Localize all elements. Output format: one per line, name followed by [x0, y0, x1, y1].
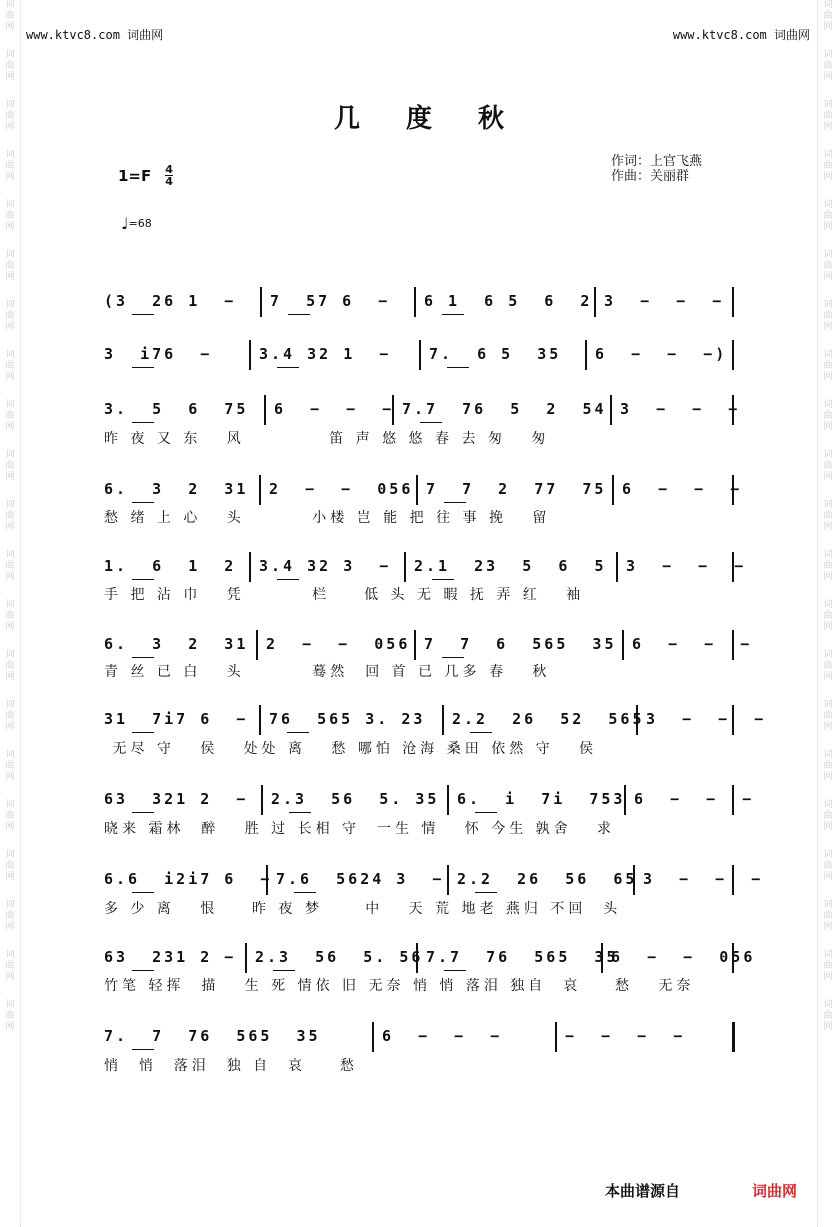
- beam-line: [288, 314, 310, 315]
- watermark-text: 词 曲 网: [823, 50, 833, 82]
- footer-source-label: 本曲谱源自: [605, 1182, 681, 1200]
- watermark-text: 词 曲 网: [5, 600, 15, 632]
- bar-line: [616, 552, 618, 582]
- quarter-note-icon: ♩: [121, 214, 129, 233]
- bar-line: [414, 287, 416, 317]
- right-watermark-strip: [817, 0, 838, 1227]
- watermark-text: 词 曲 网: [5, 50, 15, 82]
- bar-line: [610, 395, 612, 425]
- bar-line: [372, 1022, 374, 1052]
- tempo-mark: [121, 214, 152, 233]
- measure: 7. 7 76 565 35: [104, 1027, 321, 1045]
- lyric-line: 无尽 守 侯 处处 离 愁 哪怕 沧海 桑田 依然 守 侯: [104, 741, 598, 757]
- watermark-text: 词 曲 网: [5, 200, 15, 232]
- measure: 6. i 7i 753: [457, 790, 626, 808]
- measure: 6 − − −): [595, 345, 728, 363]
- measure: 6 − − −: [274, 400, 395, 418]
- measure: 2.3 56 5. 56: [255, 948, 424, 966]
- score-line: [104, 552, 747, 582]
- lyric-line: 悄 悄 落泪 独 自 哀 愁: [104, 1058, 358, 1074]
- score-line: [104, 865, 764, 895]
- measure: 63 231 2 −: [104, 948, 237, 966]
- beam-line: [132, 367, 154, 368]
- score-line: [104, 1022, 744, 1052]
- measure: 2.2 26 52 565: [452, 710, 645, 728]
- bar-line: [442, 705, 444, 735]
- measure: 6. 3 2 31: [104, 635, 249, 653]
- watermark-text: 词 曲 网: [823, 950, 833, 982]
- watermark-text: 词 曲 网: [823, 0, 833, 32]
- left-watermark-strip: [0, 0, 21, 1227]
- measure: 63 321 2 −: [104, 790, 249, 808]
- beam-line: [444, 502, 466, 503]
- tempo-value: =68: [128, 217, 152, 230]
- beam-line: [132, 892, 154, 893]
- watermark-text: 词 曲 网: [823, 250, 833, 282]
- bar-line: [447, 785, 449, 815]
- lyricist: 作词：上官飞燕: [611, 154, 703, 169]
- footer-logo[interactable]: 词曲网: [752, 1182, 798, 1200]
- measure: 31 7i7 6 −: [104, 710, 249, 728]
- measure: 7 7 6 565 35: [424, 635, 617, 653]
- time-numerator: 4: [165, 163, 173, 176]
- watermark-text: 词 曲 网: [823, 650, 833, 682]
- lyric-line: 竹笔 轻挥 描 生 死 情依 旧 无奈 悄 悄 落泪 独自 哀 愁 无奈: [104, 978, 695, 994]
- watermark-text: 词 曲 网: [5, 900, 15, 932]
- beam-line: [289, 812, 311, 813]
- bar-line: [259, 705, 261, 735]
- watermark-text: 词 曲 网: [823, 800, 833, 832]
- beam-line: [294, 892, 316, 893]
- measure: 2 − − 056: [269, 480, 414, 498]
- watermark-text: 词 曲 网: [5, 150, 15, 182]
- bar-line: [259, 475, 261, 505]
- watermark-text: 词 曲 网: [823, 850, 833, 882]
- watermark-text: 词 曲 网: [5, 750, 15, 782]
- measure: 7.6 5624 3 −: [276, 870, 445, 888]
- watermark-text: 词 曲 网: [5, 100, 15, 132]
- watermark-text: 词 曲 网: [5, 700, 15, 732]
- lyric-line: 晓来 霜林 醉 胜 过 长相 守 一生 情 怀 今生 孰舍 求: [104, 821, 616, 837]
- beam-line: [132, 422, 154, 423]
- beam-line: [442, 314, 464, 315]
- bar-line: [594, 287, 596, 317]
- watermark-text: 词 曲 网: [5, 0, 15, 32]
- watermark-text: 词 曲 网: [5, 350, 15, 382]
- measure: (3 26 1 −: [104, 292, 237, 310]
- score-line: [104, 705, 767, 735]
- beam-line: [442, 657, 464, 658]
- measure: 7 7 2 77 75: [426, 480, 607, 498]
- beam-line: [132, 579, 154, 580]
- measure: 2.3 56 5. 35: [271, 790, 440, 808]
- measure: 6.6 i2i7 6 −: [104, 870, 273, 888]
- watermark-text: 词 曲 网: [823, 1000, 833, 1032]
- score-line: [104, 475, 744, 505]
- beam-line: [132, 1049, 154, 1050]
- measure: 6 − − −: [382, 1027, 503, 1045]
- beam-line: [132, 314, 154, 315]
- song-title: 几度秋: [333, 104, 550, 134]
- measure: − − − −: [565, 1027, 686, 1045]
- watermark-text: 词 曲 网: [5, 800, 15, 832]
- bar-line: [261, 785, 263, 815]
- watermark-text: 词 曲 网: [823, 450, 833, 482]
- key-signature: [118, 164, 173, 187]
- bar-line: [264, 395, 266, 425]
- bar-line: [414, 630, 416, 660]
- beam-line: [132, 502, 154, 503]
- lyric-line: 昨 夜 又 东 风 笛 声 悠 悠 春 去 匆 匆: [104, 431, 550, 447]
- watermark-text: 词 曲 网: [5, 1000, 15, 1032]
- score-line: [104, 287, 744, 317]
- measure: 2 − − 056: [266, 635, 411, 653]
- measure: 6 − − −: [632, 635, 753, 653]
- measure: 2.2 26 56 65: [457, 870, 638, 888]
- score-line: [104, 785, 755, 815]
- bar-line: [416, 475, 418, 505]
- watermark-text: 词 曲 网: [823, 600, 833, 632]
- measure: 6 − − −: [634, 790, 755, 808]
- bar-line: [555, 1022, 557, 1052]
- beam-line: [470, 732, 492, 733]
- watermark-text: 词 曲 网: [5, 450, 15, 482]
- watermark-text: 词 曲 网: [823, 100, 833, 132]
- watermark-text: 词 曲 网: [5, 250, 15, 282]
- composer: 作曲：关丽群: [611, 169, 690, 184]
- time-signature: [165, 164, 173, 187]
- watermark-text: 词 曲 网: [5, 500, 15, 532]
- watermark-text: 词 曲 网: [823, 150, 833, 182]
- beam-line: [132, 657, 154, 658]
- watermark-text: 词 曲 网: [823, 900, 833, 932]
- measure: 3 − − −: [626, 557, 747, 575]
- measure: 3 − − −: [604, 292, 725, 310]
- beam-line: [420, 422, 442, 423]
- lyric-line: 手 把 沾 巾 凭 栏 低 头 无 暇 抚 弄 红 袖: [104, 587, 585, 603]
- measure: 7. 6 5 35: [429, 345, 562, 363]
- measure: 3.4 32 1 −: [259, 345, 392, 363]
- watermark-text: 词 曲 网: [823, 550, 833, 582]
- measure: 7.7 76 5 2 54: [402, 400, 607, 418]
- beam-line: [132, 970, 154, 971]
- bar-line: [585, 340, 587, 370]
- measure: 7 57 6 −: [270, 292, 391, 310]
- measure: 6 − − −: [622, 480, 743, 498]
- bar-line: [612, 475, 614, 505]
- measure: 3 − − −: [646, 710, 767, 728]
- watermark-text: 词 曲 网: [5, 850, 15, 882]
- watermark-text: 词 曲 网: [823, 400, 833, 432]
- beam-line: [277, 579, 299, 580]
- lyric-line: 多 少 离 恨 昨 夜 梦 中 天 荒 地老 燕归 不回 头: [104, 901, 622, 917]
- beam-line: [132, 812, 154, 813]
- measure: 6 − − 056: [611, 948, 756, 966]
- credits: [611, 154, 702, 184]
- bar-line: [245, 943, 247, 973]
- measure: 3 − − −: [620, 400, 741, 418]
- beam-line: [132, 732, 154, 733]
- bar-line: [622, 630, 624, 660]
- beam-line: [444, 970, 466, 971]
- bar-line: [404, 552, 406, 582]
- watermark-text: 词 曲 网: [5, 650, 15, 682]
- measure: 7.7 76 565 35: [426, 948, 619, 966]
- watermark-text: 词 曲 网: [823, 750, 833, 782]
- measure: 76 565 3. 23: [269, 710, 426, 728]
- beam-line: [287, 732, 309, 733]
- bar-line: [256, 630, 258, 660]
- measure: 1. 6 1 2: [104, 557, 237, 575]
- measure: 3.4 32 3 −: [259, 557, 392, 575]
- watermark-text: 词 曲 网: [823, 200, 833, 232]
- beam-line: [475, 812, 497, 813]
- watermark-text: 词 曲 网: [823, 500, 833, 532]
- score-line: [104, 340, 744, 370]
- measure: 3. 5 6 75: [104, 400, 249, 418]
- bar-line: [447, 865, 449, 895]
- watermark-text: 词 曲 网: [823, 350, 833, 382]
- bar-line: [732, 340, 734, 370]
- lyric-line: 青 丝 已 白 头 蓦然 回 首 已 几多 春 秋: [104, 664, 551, 680]
- bar-line: [249, 340, 251, 370]
- measure: 3 i76 −: [104, 345, 213, 363]
- beam-line: [277, 367, 299, 368]
- watermark-text: 词 曲 网: [823, 700, 833, 732]
- beam-line: [432, 579, 454, 580]
- measure: 6. 3 2 31: [104, 480, 249, 498]
- beam-line: [273, 970, 295, 971]
- watermark-text: 词 曲 网: [823, 300, 833, 332]
- bar-line: [732, 287, 734, 317]
- key-label: 1=F: [118, 166, 152, 185]
- watermark-text: 词 曲 网: [5, 300, 15, 332]
- lyric-line: 愁 绪 上 心 头 小楼 岂 能 把 往 事 挽 留: [104, 510, 551, 526]
- time-denominator: 4: [165, 175, 173, 188]
- watermark-text: 词 曲 网: [5, 550, 15, 582]
- score-line: [104, 395, 744, 425]
- bar-line: [732, 1022, 735, 1052]
- watermark-text: 词 曲 网: [5, 950, 15, 982]
- score-line: [104, 943, 756, 973]
- header-url-right[interactable]: www.ktvc8.com 词曲网: [672, 28, 810, 42]
- measure: 3 − − −: [643, 870, 764, 888]
- bar-line: [260, 287, 262, 317]
- watermark-text: 词 曲 网: [5, 400, 15, 432]
- bar-line: [249, 552, 251, 582]
- header-url-left[interactable]: www.ktvc8.com 词曲网: [26, 28, 164, 42]
- bar-line: [419, 340, 421, 370]
- beam-line: [475, 892, 497, 893]
- beam-line: [447, 367, 469, 368]
- measure: 6 1 6 5 6 2: [424, 292, 593, 310]
- score-line: [104, 630, 753, 660]
- measure: 2.1 23 5 6 5: [414, 557, 607, 575]
